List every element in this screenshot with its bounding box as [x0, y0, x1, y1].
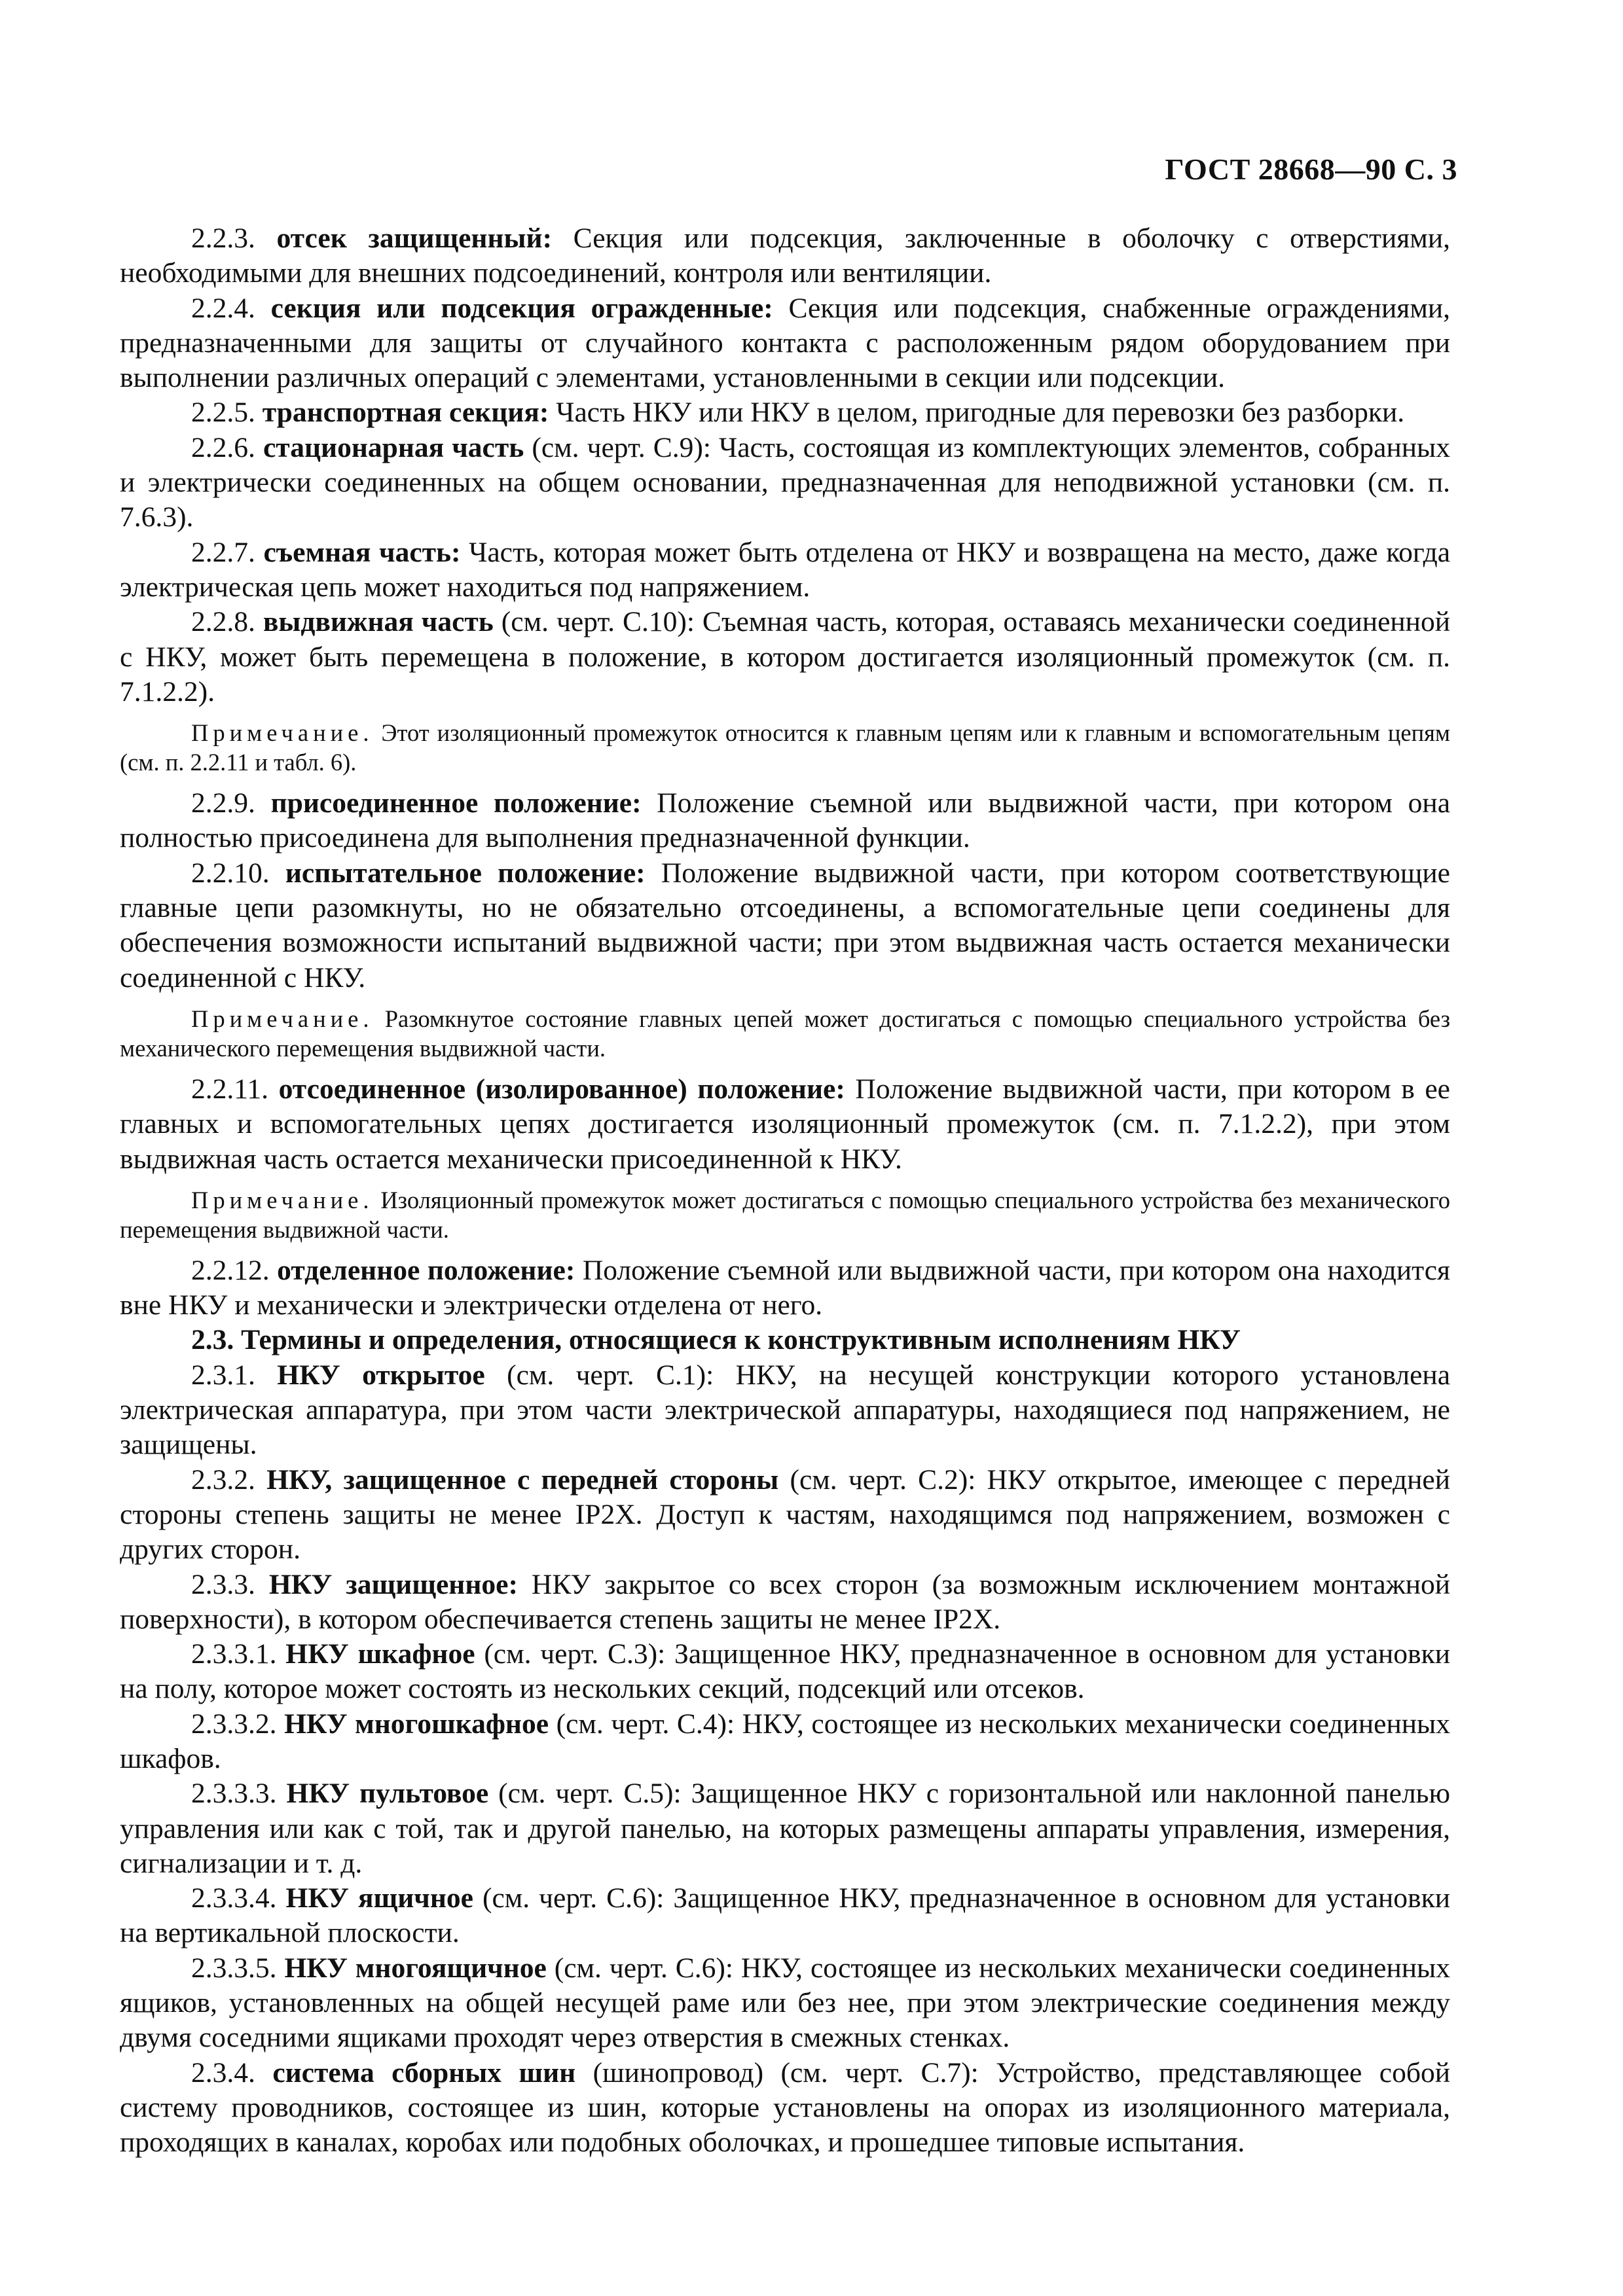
paragraph-text: Изоляционный промежуток может достигаться с помощью специального устройства без механического перемещения выдвижной части.: [120, 1186, 1450, 1243]
clause-number: 2.3.3.: [191, 1568, 255, 1600]
clause-number: 2.2.12.: [191, 1254, 270, 1286]
definition-paragraph: [120, 395, 1450, 430]
paragraph-text: (см. черт. С.3): Защищенное НКУ, предназначенное в основном для установки на полу, которое может состоять из нескольких секций, подсекций или отсеков.: [120, 1638, 1451, 1705]
definition-paragraph: [120, 221, 1450, 291]
definition-paragraph: [120, 1881, 1450, 1951]
defined-term: система сборных шин: [272, 2056, 576, 2089]
definition-paragraph: [120, 535, 1450, 605]
definition-paragraph: [120, 1072, 1450, 1177]
paragraph-text: НКУ закрытое со всех сторон (за возможным исключением монтажной поверхности), в котором обеспечивается степень защиты не менее IP2X.: [120, 1568, 1451, 1635]
paragraph-text: (шинопровод) (см. черт. С.7): Устройство, представляющее собой систему проводников, состоящее из шин, которые установлены на опорах из изоляционного материала, проходящих в каналах, коробах или подобных оболочках, и прошедшее типовые испытания.: [120, 2056, 1450, 2159]
clause-number: 2.2.4.: [191, 292, 255, 324]
paragraph-text: Положение выдвижной части, при котором в ее главных и вспомогательных цепях достигается изоляционный промежуток (см. п. 7.1.2.2), при этом выдвижная часть остается механически присоединенной к НКУ.: [120, 1073, 1450, 1175]
defined-term: НКУ, защищенное с передней стороны: [266, 1463, 779, 1496]
clause-number: 2.3.4.: [191, 2056, 255, 2089]
clause-number: 2.2.11.: [191, 1073, 269, 1105]
clause-number: 2.2.10.: [191, 857, 270, 889]
definition-paragraph: [120, 605, 1450, 709]
defined-term: испытательное положение:: [285, 857, 646, 889]
definition-paragraph: [120, 1951, 1450, 2056]
clause-number: 2.2.6.: [191, 431, 255, 463]
clause-number: 2.2.9.: [191, 787, 255, 819]
note-paragraph: [120, 1185, 1450, 1244]
defined-term: НКУ защищенное:: [268, 1568, 518, 1600]
clause-number: 2.3.3.3.: [191, 1778, 277, 1810]
paragraph-text: (см. черт. С.1): НКУ, на несущей конструкции которого установлена электрическая аппаратура, при этом части электрической аппаратуры, находящиеся под напряжением, не защищены.: [120, 1359, 1451, 1461]
definition-paragraph: [120, 291, 1450, 396]
clause-number: 2.2.5.: [191, 397, 255, 429]
defined-term: НКУ шкафное: [285, 1638, 475, 1670]
clause-number: 2.2.3.: [191, 223, 255, 254]
paragraph-text: (см. черт. С.10): Съемная часть, которая, оставаясь механически соединенной с НКУ, может быть перемещена в положение, в котором достигается изоляционный промежуток (см. п. 7.1.2.2).: [120, 606, 1450, 708]
clause-number: 2.2.7.: [191, 536, 255, 568]
paragraph-text: Часть, которая может быть отделена от НКУ и возвращена на место, даже когда электрическая цепь может находиться под напряжением.: [120, 536, 1451, 603]
definition-paragraph: [120, 1776, 1450, 1881]
defined-term: выдвижная часть: [263, 606, 494, 638]
paragraph-text: (см. черт. С.6): НКУ, состоящее из нескольких механически соединенных ящиков, установленных на общей несущей раме или без нее, при этом электрические соединения между двумя соседними ящиками проходят через отверстия в смежных стенках.: [120, 1952, 1451, 2054]
paragraph-text: (см. черт. С.4): НКУ, состоящее из нескольких механически соединенных шкафов.: [120, 1708, 1451, 1774]
definition-paragraph: [120, 856, 1450, 996]
defined-term: транспортная секция:: [262, 397, 549, 429]
defined-term: НКУ многоящичное: [284, 1952, 547, 1984]
defined-term: секция или подсекция огражденные:: [270, 292, 773, 324]
paragraph-text: (см. черт. С.2): НКУ открытое, имеющее с передней стороны степень защиты не менее IP2X. Доступ к частям, находящимся под напряжением, возможен с других сторон.: [120, 1463, 1451, 1566]
defined-term: НКУ пультовое: [286, 1778, 489, 1810]
clause-number: 2.3.3.1.: [191, 1638, 277, 1670]
note-paragraph: [120, 1004, 1450, 1063]
clause-number: 2.3.3.5.: [191, 1952, 277, 1984]
definition-paragraph: [120, 1568, 1450, 1638]
paragraph-text: Разомкнутое состояние главных цепей может достигаться с помощью специального устройства без механического перемещения выдвижной части.: [120, 1005, 1450, 1062]
clause-number: 2.3.3.2.: [191, 1708, 277, 1740]
document-body: [120, 221, 1450, 2161]
page-header: ГОСТ 28668—90 С. 3: [1165, 152, 1457, 186]
paragraph-text: Секция или подсекция, снабженные ограждениями, предназначенными для защиты от случайного контакта с расположенным рядом оборудованием при выполнении различных операций с элементами, установленными в секции или подсекции.: [120, 292, 1450, 394]
definition-paragraph: [120, 1463, 1450, 1568]
paragraph-text: Часть НКУ или НКУ в целом, пригодные для перевозки без разборки.: [549, 397, 1405, 429]
note-label: Примечание.: [191, 719, 374, 747]
definition-paragraph: [120, 1323, 1450, 1357]
note-paragraph: [120, 718, 1450, 777]
paragraph-text: (см. черт. С.9): Часть, состоящая из комплектующих элементов, собранных и электрически соединенных на общем основании, предназначенная для неподвижной установки (см. п. 7.6.3).: [120, 431, 1451, 533]
paragraph-text: (см. черт. С.6): Защищенное НКУ, предназначенное в основном для установки на вертикальной плоскости.: [120, 1882, 1450, 1949]
definition-paragraph: [120, 786, 1450, 856]
defined-term: отсек защищенный:: [276, 223, 553, 254]
defined-term: отсоединенное (изолированное) положение:: [278, 1073, 845, 1105]
paragraph-text: Положение съемной или выдвижной части, при котором она находится вне НКУ и механически и электрически отделена от него.: [120, 1254, 1451, 1321]
definition-paragraph: [120, 431, 1450, 535]
clause-number: 2.3.3.4.: [191, 1882, 277, 1914]
note-label: Примечание.: [191, 1186, 374, 1213]
defined-term: съемная часть:: [263, 536, 461, 568]
paragraph-text: Секция или подсекция, заключенные в оболочку с отверстиями, необходимыми для внешних подсоединений, контроля или вентиляции.: [120, 223, 1450, 289]
paragraph-text: (см. черт. С.5): Защищенное НКУ с горизонтальной или наклонной панелью управления или как с той, так и другой панелью, на которых размещены аппараты управления, измерения, сигнализации и т. д.: [120, 1778, 1450, 1879]
paragraph-text: Этот изоляционный промежуток относится к главным цепям или к главным и вспомогательным цепям (см. п. 2.2.11 и табл. 6).: [120, 719, 1450, 776]
defined-term: НКУ ящичное: [285, 1882, 473, 1914]
defined-term: отделенное положение:: [277, 1254, 575, 1286]
defined-term: 2.3. Термины и определения, относящиеся к конструктивным исполнениям НКУ: [191, 1324, 1241, 1356]
defined-term: НКУ открытое: [277, 1359, 485, 1391]
definition-paragraph: [120, 1707, 1450, 1777]
clause-number: 2.3.2.: [191, 1463, 255, 1496]
paragraph-text: Положение съемной или выдвижной части, при котором она полностью присоединена для выполнения предназначенной функции.: [120, 787, 1450, 854]
defined-term: НКУ многошкафное: [284, 1708, 549, 1740]
definition-paragraph: [120, 1358, 1450, 1463]
note-label: Примечание.: [191, 1005, 374, 1032]
definition-paragraph: [120, 1253, 1450, 1323]
definition-paragraph: [120, 1637, 1450, 1707]
defined-term: стационарная часть: [263, 431, 524, 463]
definition-paragraph: [120, 2056, 1450, 2161]
paragraph-text: Положение выдвижной части, при котором соответствующие главные цепи разомкнуты, но не обязательно отсоединены, а вспомогательные цепи соединены для обеспечения возможности испытаний выдвижной части; при этом выдвижная часть остается механически соединенной с НКУ.: [120, 857, 1450, 994]
clause-number: 2.2.8.: [191, 606, 255, 638]
defined-term: присоединенное положение:: [270, 787, 642, 819]
clause-number: 2.3.1.: [191, 1359, 255, 1391]
